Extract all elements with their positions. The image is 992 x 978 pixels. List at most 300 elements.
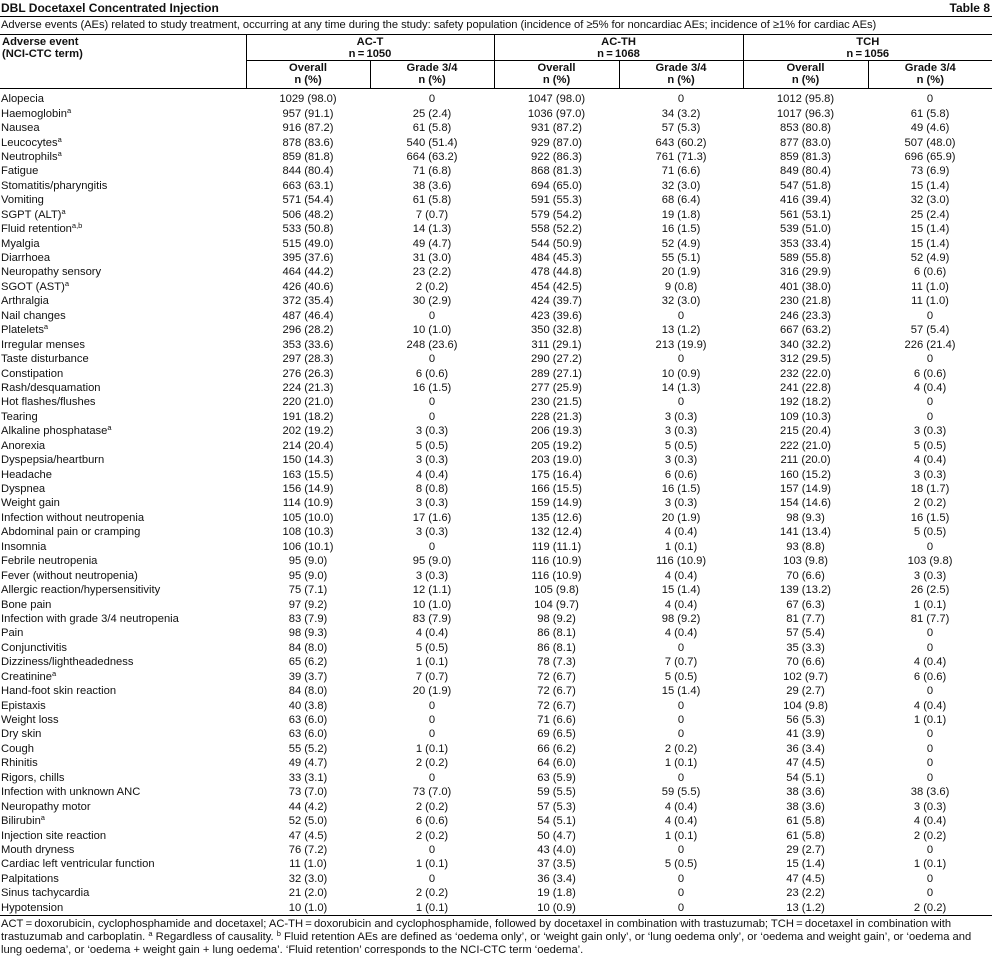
cell-acth-grade34: 2 (0.2)	[664, 742, 698, 755]
cell-acth-grade34: 0	[677, 872, 685, 885]
cell-act-grade34: 83 (7.9)	[412, 612, 452, 625]
table-row	[0, 756, 992, 770]
event-footnote-marker: a	[43, 322, 49, 332]
event-label: Headache	[1, 468, 53, 481]
cell-tch-grade34: 5 (0.5)	[913, 439, 947, 452]
table-row	[0, 410, 992, 424]
cell-tch-overall: 29 (2.7)	[786, 843, 825, 856]
cell-acth-overall: 205 (19.2)	[531, 439, 583, 452]
cell-tch-grade34: 26 (2.5)	[910, 584, 950, 597]
cell-act-grade34: 0	[428, 771, 436, 784]
cell-tch-grade34: 1 (0.1)	[913, 598, 947, 611]
cell-tch-grade34: 16 (1.5)	[910, 511, 950, 524]
adverse-event-name	[0, 265, 246, 279]
group-n: n = 1050	[348, 48, 392, 60]
cell-tch-grade34: 696 (65.9)	[904, 150, 956, 163]
cell-tch-overall: 47 (4.5)	[786, 872, 825, 885]
subheader-text: Grade 3/4	[655, 62, 707, 74]
table-row	[0, 150, 992, 164]
cell-acth-grade34: 16 (1.5)	[661, 483, 701, 496]
cell-act-overall: 32 (3.0)	[288, 872, 328, 885]
event-label: Rash/desquamation	[1, 381, 101, 394]
table-row	[0, 395, 992, 409]
table-body	[0, 89, 992, 916]
cell-tch-overall: 29 (2.7)	[786, 685, 825, 698]
footnote-marker-b: b	[276, 928, 281, 938]
cell-act-grade34: 0	[428, 410, 436, 423]
event-label: Dyspepsia/heartburn	[1, 454, 105, 467]
cell-tch-grade34: 61 (5.8)	[910, 107, 950, 120]
cell-act-grade34: 25 (2.4)	[412, 107, 452, 120]
cell-act-grade34: 3 (0.3)	[415, 497, 449, 510]
cell-act-overall: 202 (19.2)	[282, 425, 334, 438]
cell-acth-grade34: 16 (1.5)	[661, 223, 701, 236]
event-footnote-marker: a	[57, 134, 62, 144]
cell-acth-grade34: 13 (1.2)	[661, 324, 701, 337]
cell-acth-grade34: 0	[677, 396, 685, 409]
cell-tch-overall: 98 (9.3)	[786, 511, 825, 524]
event-label: Abdominal pain or cramping	[1, 526, 141, 539]
table-row	[0, 843, 992, 857]
cell-act-overall: 353 (33.6)	[282, 338, 334, 351]
cell-acth-grade34: 32 (3.0)	[661, 179, 701, 192]
cell-acth-grade34: 0	[677, 728, 685, 741]
table-row	[0, 453, 992, 467]
adverse-event-name	[0, 337, 246, 351]
table-row	[0, 583, 992, 597]
event-label: Diarrhoea	[1, 252, 51, 265]
event-footnote-marker: a	[64, 278, 69, 288]
cell-tch-grade34: 1 (0.1)	[913, 858, 947, 871]
adverse-event-name	[0, 525, 246, 539]
cell-act-overall: 49 (4.7)	[288, 757, 328, 770]
cell-acth-overall: 98 (9.2)	[537, 612, 576, 625]
cell-tch-overall: 539 (51.0)	[780, 223, 832, 236]
cell-act-overall: 571 (54.4)	[282, 194, 334, 207]
cell-tch-overall: 316 (29.9)	[780, 266, 832, 279]
event-label: Febrile neutropenia	[1, 555, 98, 568]
cell-tch-grade34: 0	[926, 728, 934, 741]
adverse-event-name	[0, 597, 246, 611]
table-row	[0, 236, 992, 250]
table-row	[0, 251, 992, 265]
cell-act-overall: 487 (46.4)	[282, 309, 334, 322]
table-row	[0, 193, 992, 207]
cell-acth-grade34: 0	[677, 93, 685, 106]
event-label: Neuropathy sensory	[1, 266, 102, 279]
cell-tch-overall: 109 (10.3)	[780, 410, 832, 423]
cell-act-overall: 297 (28.3)	[282, 353, 334, 366]
subheader-text: Grade 3/4	[406, 62, 458, 74]
group-header-acth	[494, 35, 743, 61]
adverse-event-name	[0, 828, 246, 842]
subheader-grade34	[868, 61, 992, 89]
event-label: Cough	[1, 742, 34, 755]
event-label: Bilirubin	[1, 815, 41, 828]
cell-tch-grade34: 49 (4.6)	[910, 122, 950, 135]
cell-acth-overall: 423 (39.6)	[531, 309, 583, 322]
event-label: Cardiac left ventricular function	[1, 858, 155, 871]
cell-act-overall: 296 (28.2)	[282, 324, 334, 337]
cell-act-overall: 63 (6.0)	[288, 728, 328, 741]
cell-acth-overall: 116 (10.9)	[531, 569, 582, 582]
subheader-overall	[743, 61, 868, 89]
cell-act-grade34: 5 (0.5)	[415, 641, 449, 654]
event-label: Alopecia	[1, 93, 44, 106]
cell-acth-overall: 311 (29.1)	[531, 338, 582, 351]
event-label: Infection without neutropenia	[1, 511, 145, 524]
adverse-event-name	[0, 843, 246, 857]
cell-acth-overall: 43 (4.0)	[537, 843, 576, 856]
cell-acth-overall: 166 (15.5)	[531, 483, 583, 496]
cell-tch-grade34: 0	[926, 396, 934, 409]
adverse-event-name	[0, 179, 246, 193]
cell-tch-overall: 38 (3.6)	[786, 800, 825, 813]
adverse-event-name	[0, 814, 246, 828]
cell-tch-overall: 340 (32.2)	[780, 338, 832, 351]
cell-acth-grade34: 68 (6.4)	[661, 194, 701, 207]
cell-tch-overall: 877 (83.0)	[780, 136, 832, 149]
group-name: AC-T	[356, 36, 384, 48]
cell-tch-overall: 1012 (95.8)	[776, 93, 835, 106]
cell-act-grade34: 16 (1.5)	[412, 381, 452, 394]
table-header	[0, 35, 992, 89]
cell-tch-grade34: 0	[926, 685, 934, 698]
event-label: Infection with grade 3/4 neutropenia	[1, 612, 179, 625]
event-label: Hot flashes/flushes	[1, 396, 96, 409]
cell-tch-overall: 141 (13.4)	[780, 526, 832, 539]
adverse-event-name	[0, 395, 246, 409]
table-row	[0, 684, 992, 698]
cell-act-overall: 33 (3.1)	[288, 771, 328, 784]
cell-acth-overall: 277 (25.9)	[531, 381, 583, 394]
cell-act-overall: 214 (20.4)	[282, 439, 334, 452]
cell-acth-grade34: 52 (4.9)	[661, 237, 701, 250]
table-row	[0, 886, 992, 900]
cell-acth-grade34: 4 (0.4)	[664, 627, 698, 640]
cell-act-grade34: 6 (0.6)	[415, 815, 449, 828]
event-footnote-marker: a	[66, 105, 72, 115]
cell-act-overall: 52 (5.0)	[288, 815, 328, 828]
adverse-event-name	[0, 626, 246, 640]
cell-tch-grade34: 73 (6.9)	[910, 165, 950, 178]
event-label: Nausea	[1, 122, 40, 135]
cell-acth-grade34: 19 (1.8)	[661, 208, 701, 221]
adverse-event-name	[0, 467, 246, 481]
event-label: Bone pain	[1, 598, 52, 611]
cell-acth-grade34: 0	[677, 641, 685, 654]
cell-acth-overall: 69 (6.5)	[537, 728, 576, 741]
cell-act-grade34: 0	[428, 843, 436, 856]
cell-act-grade34: 0	[428, 872, 436, 885]
cell-tch-grade34: 6 (0.6)	[913, 367, 947, 380]
cell-act-grade34: 664 (63.2)	[406, 150, 458, 163]
table-row	[0, 554, 992, 568]
adverse-event-name	[0, 540, 246, 554]
cell-tch-overall: 561 (53.1)	[780, 208, 832, 221]
cell-tch-overall: 353 (33.4)	[780, 237, 832, 250]
cell-acth-grade34: 4 (0.4)	[664, 800, 698, 813]
cell-tch-grade34: 0	[926, 93, 934, 106]
table-row	[0, 439, 992, 453]
cell-act-grade34: 2 (0.2)	[415, 887, 449, 900]
cell-tch-overall: 36 (3.4)	[786, 742, 825, 755]
cell-acth-grade34: 1 (0.1)	[664, 829, 698, 842]
cell-act-grade34: 2 (0.2)	[415, 757, 449, 770]
cell-act-grade34: 38 (3.6)	[412, 179, 452, 192]
cell-acth-grade34: 3 (0.3)	[664, 425, 698, 438]
cell-tch-grade34: 0	[926, 843, 934, 856]
event-label: Anorexia	[1, 439, 46, 452]
adverse-event-name	[0, 424, 246, 438]
cell-act-overall: 95 (9.0)	[288, 569, 328, 582]
cell-acth-overall: 1047 (98.0)	[527, 93, 586, 106]
cell-tch-grade34: 0	[926, 872, 934, 885]
event-label: Conjunctivitis	[1, 641, 67, 654]
cell-tch-grade34: 4 (0.4)	[913, 454, 947, 467]
cell-acth-grade34: 15 (1.4)	[661, 584, 701, 597]
adverse-event-name	[0, 208, 246, 222]
cell-tch-overall: 230 (21.8)	[780, 295, 832, 308]
cell-act-grade34: 20 (1.9)	[412, 685, 452, 698]
cell-tch-overall: 57 (5.4)	[786, 627, 825, 640]
subheader-overall	[246, 61, 370, 89]
adverse-event-name	[0, 381, 246, 395]
cell-acth-grade34: 0	[677, 771, 685, 784]
cell-acth-grade34: 57 (5.3)	[661, 122, 701, 135]
subheader-unit: n (%)	[294, 74, 322, 86]
cell-tch-overall: 61 (5.8)	[786, 829, 825, 842]
cell-acth-overall: 175 (16.4)	[531, 468, 583, 481]
event-label: Leucocytes	[1, 136, 58, 149]
cell-act-grade34: 10 (1.0)	[412, 324, 452, 337]
cell-tch-grade34: 6 (0.6)	[913, 670, 947, 683]
cell-act-grade34: 248 (23.6)	[406, 338, 458, 351]
cell-act-grade34: 540 (51.4)	[406, 136, 458, 149]
cell-tch-overall: 81 (7.7)	[786, 612, 825, 625]
cell-tch-grade34: 103 (9.8)	[907, 555, 953, 568]
group-name: TCH	[856, 36, 880, 48]
adverse-event-name	[0, 323, 246, 337]
cell-tch-grade34: 25 (2.4)	[910, 208, 950, 221]
event-footnote-marker: a	[52, 668, 57, 678]
table-row	[0, 164, 992, 178]
cell-act-overall: 395 (37.6)	[282, 252, 334, 265]
cell-acth-overall: 72 (6.7)	[537, 699, 576, 712]
cell-acth-overall: 104 (9.7)	[534, 598, 579, 611]
cell-act-overall: 150 (14.3)	[282, 454, 334, 467]
cell-acth-overall: 71 (6.6)	[537, 714, 576, 727]
event-label: Stomatitis/pharyngitis	[1, 179, 108, 192]
cell-acth-grade34: 4 (0.4)	[664, 569, 698, 582]
cell-act-grade34: 1 (0.1)	[415, 656, 449, 669]
cell-tch-overall: 102 (9.7)	[783, 670, 828, 683]
cell-acth-grade34: 0	[677, 309, 685, 322]
event-label: Tearing	[1, 410, 38, 423]
adverse-event-name	[0, 352, 246, 366]
cell-acth-grade34: 98 (9.2)	[661, 612, 701, 625]
cell-act-overall: 426 (40.6)	[282, 280, 334, 293]
adverse-event-name	[0, 857, 246, 871]
cell-acth-overall: 591 (55.3)	[531, 194, 583, 207]
cell-act-grade34: 3 (0.3)	[415, 425, 449, 438]
cell-tch-grade34: 0	[926, 410, 934, 423]
cell-act-grade34: 3 (0.3)	[415, 526, 449, 539]
cell-tch-grade34: 4 (0.4)	[913, 656, 947, 669]
cell-tch-overall: 56 (5.3)	[786, 714, 825, 727]
table-row	[0, 626, 992, 640]
cell-tch-overall: 35 (3.3)	[786, 641, 825, 654]
table-row	[0, 121, 992, 135]
cell-act-grade34: 3 (0.3)	[415, 569, 449, 582]
subheader-unit: n (%)	[667, 74, 695, 86]
cell-acth-grade34: 32 (3.0)	[661, 295, 701, 308]
cell-tch-grade34: 4 (0.4)	[913, 699, 947, 712]
subheader-grade34	[370, 61, 494, 89]
table-row	[0, 337, 992, 351]
cell-tch-grade34: 18 (1.7)	[910, 483, 950, 496]
adverse-event-name	[0, 742, 246, 756]
cell-act-overall: 65 (6.2)	[288, 656, 328, 669]
table-row	[0, 597, 992, 611]
cell-acth-overall: 454 (42.5)	[531, 280, 583, 293]
event-label: Infection with unknown ANC	[1, 786, 141, 799]
table-row	[0, 352, 992, 366]
cell-tch-overall: 667 (63.2)	[780, 324, 832, 337]
table-row	[0, 309, 992, 323]
footnote-b-text: Fluid retention AEs are defined as ‘oedema only’, or ‘weight gain only’, or ‘lung oedema only’, or ‘oedema and weight gain’, or ‘oedema and lung oedema’, or ‘oedema + weight gain + lung oedema’. ‘Fluid retention’ corresponds to the NCI-CTC term ‘oedema’.	[1, 930, 972, 956]
cell-tch-grade34: 0	[926, 641, 934, 654]
cell-tch-grade34: 3 (0.3)	[913, 569, 947, 582]
cell-acth-overall: 57 (5.3)	[537, 800, 576, 813]
event-footnote-marker: a	[40, 813, 45, 823]
table-row	[0, 713, 992, 727]
cell-tch-grade34: 226 (21.4)	[904, 338, 956, 351]
table-row	[0, 727, 992, 741]
event-label: Nail changes	[1, 309, 66, 322]
adverse-event-name	[0, 294, 246, 308]
cell-tch-grade34: 4 (0.4)	[913, 815, 947, 828]
cell-tch-grade34: 3 (0.3)	[913, 425, 947, 438]
cell-act-grade34: 14 (1.3)	[412, 223, 452, 236]
adverse-event-name	[0, 901, 246, 916]
cell-act-grade34: 23 (2.2)	[412, 266, 452, 279]
cell-tch-grade34: 0	[926, 757, 934, 770]
cell-acth-overall: 86 (8.1)	[537, 641, 576, 654]
adverse-event-name	[0, 698, 246, 712]
adverse-event-name	[0, 684, 246, 698]
cell-act-grade34: 10 (1.0)	[412, 598, 452, 611]
event-label: Rhinitis	[1, 757, 38, 770]
cell-acth-grade34: 3 (0.3)	[664, 497, 698, 510]
cell-acth-overall: 72 (6.7)	[537, 685, 576, 698]
cell-act-overall: 40 (3.8)	[288, 699, 328, 712]
cell-acth-grade34: 59 (5.5)	[661, 786, 701, 799]
cell-tch-overall: 93 (8.8)	[786, 540, 825, 553]
cell-tch-grade34: 15 (1.4)	[910, 237, 950, 250]
cell-act-overall: 98 (9.3)	[288, 627, 328, 640]
cell-act-overall: 1029 (98.0)	[279, 93, 337, 106]
event-label: Pain	[1, 627, 24, 640]
cell-act-grade34: 71 (6.8)	[412, 165, 452, 178]
cell-tch-overall: 70 (6.6)	[786, 656, 825, 669]
adverse-event-name	[0, 872, 246, 886]
cell-acth-overall: 59 (5.5)	[537, 786, 576, 799]
cell-acth-overall: 50 (4.7)	[537, 829, 576, 842]
cell-tch-grade34: 3 (0.3)	[913, 468, 947, 481]
cell-acth-overall: 37 (3.5)	[537, 858, 576, 871]
cell-tch-grade34: 3 (0.3)	[913, 800, 947, 813]
cell-acth-overall: 424 (39.7)	[531, 295, 583, 308]
adverse-event-name	[0, 511, 246, 525]
cell-acth-grade34: 0	[677, 353, 685, 366]
cell-act-grade34: 4 (0.4)	[415, 627, 449, 640]
column-header-event	[0, 35, 246, 89]
event-footnote-marker: a,b	[71, 221, 83, 231]
cell-acth-overall: 119 (11.1)	[531, 540, 582, 553]
cell-tch-overall: 232 (22.0)	[780, 367, 832, 380]
cell-act-overall: 105 (10.0)	[282, 511, 334, 524]
cell-tch-overall: 154 (14.6)	[780, 497, 832, 510]
event-label: Arthralgia	[1, 295, 49, 308]
cell-tch-overall: 139 (13.2)	[780, 584, 832, 597]
event-label: Constipation	[1, 367, 64, 380]
cell-act-overall: 114 (10.9)	[282, 497, 334, 510]
subheader-unit: n (%)	[791, 74, 820, 86]
cell-acth-overall: 203 (19.0)	[531, 454, 583, 467]
table-row	[0, 525, 992, 539]
cell-act-overall: 83 (7.9)	[288, 612, 328, 625]
adverse-event-name	[0, 251, 246, 265]
cell-act-overall: 55 (5.2)	[288, 742, 328, 755]
table-row	[0, 901, 992, 916]
cell-act-overall: 464 (44.2)	[282, 266, 334, 279]
table-row	[0, 482, 992, 496]
adverse-event-name	[0, 366, 246, 380]
cell-tch-overall: 160 (15.2)	[780, 468, 832, 481]
event-label: Weight loss	[1, 714, 59, 727]
cell-acth-grade34: 3 (0.3)	[664, 410, 698, 423]
cell-acth-overall: 66 (6.2)	[537, 742, 576, 755]
event-label: Injection site reaction	[1, 829, 107, 842]
group-name: AC-TH	[601, 36, 636, 48]
cell-act-grade34: 2 (0.2)	[415, 800, 449, 813]
table-row	[0, 496, 992, 510]
event-label: Mouth dryness	[1, 843, 75, 856]
cell-act-grade34: 7 (0.7)	[415, 670, 449, 683]
cell-tch-overall: 589 (55.8)	[780, 252, 832, 265]
cell-acth-overall: 478 (44.8)	[531, 266, 583, 279]
cell-tch-grade34: 0	[926, 742, 934, 755]
table-row	[0, 742, 992, 756]
event-label: Myalgia	[1, 237, 40, 250]
cell-act-grade34: 0	[428, 353, 436, 366]
cell-tch-grade34: 15 (1.4)	[910, 223, 950, 236]
subheader-overall	[494, 61, 619, 89]
cell-acth-overall: 135 (12.6)	[531, 511, 583, 524]
adverse-event-name	[0, 193, 246, 207]
cell-act-overall: 916 (87.2)	[282, 122, 334, 135]
event-label: Insomnia	[1, 540, 47, 553]
event-label: Dry skin	[1, 728, 42, 741]
cell-tch-overall: 61 (5.8)	[786, 815, 825, 828]
cell-acth-overall: 694 (65.0)	[531, 179, 583, 192]
cell-acth-grade34: 1 (0.1)	[664, 540, 698, 553]
cell-tch-overall: 47 (4.5)	[786, 757, 825, 770]
cell-act-overall: 106 (10.1)	[282, 540, 334, 553]
cell-act-grade34: 3 (0.3)	[415, 454, 449, 467]
event-footnote-marker: a	[57, 148, 62, 158]
